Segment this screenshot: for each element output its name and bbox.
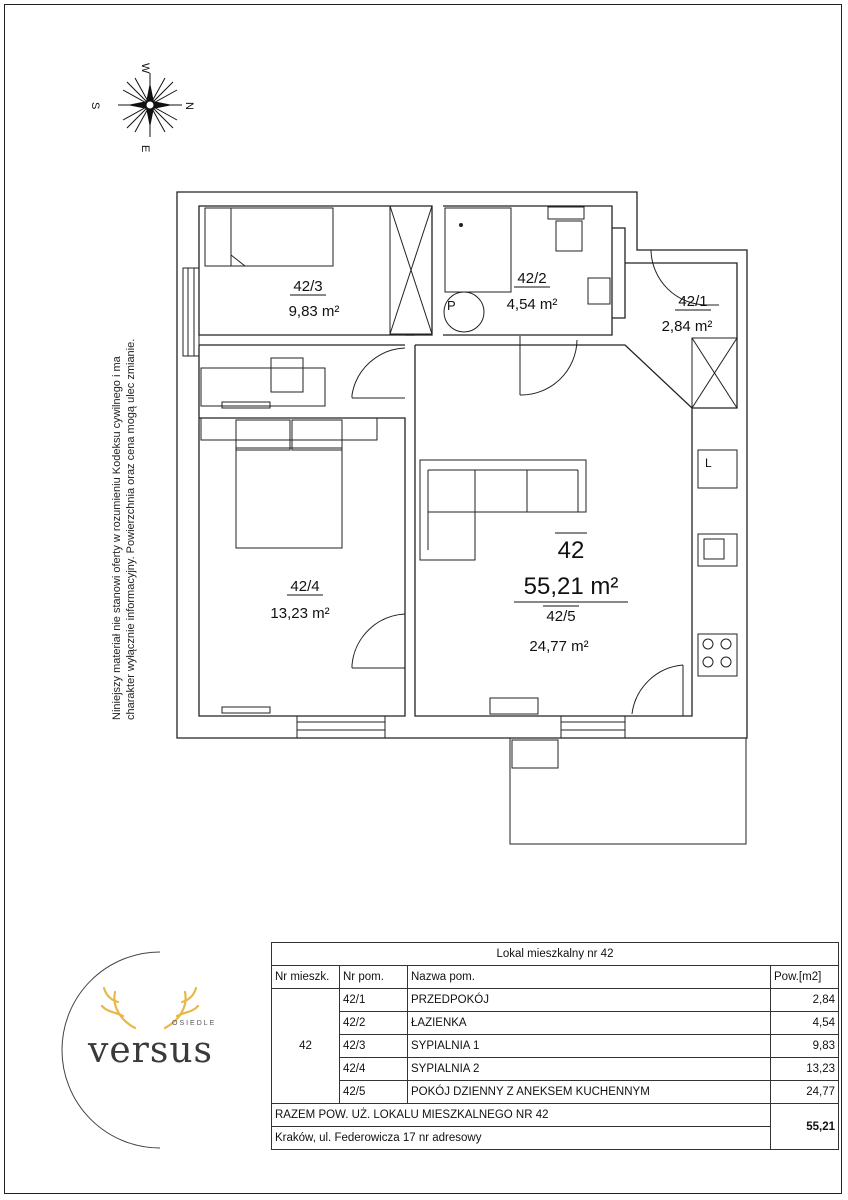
room-42-5-area: 24,77 m² — [529, 638, 589, 655]
compass-e: E — [139, 145, 151, 153]
apartment-number-cell: 42 — [272, 989, 340, 1104]
room-42-3-area: 9,83 m² — [288, 303, 340, 320]
room-area-cell: 13,23 — [771, 1058, 839, 1081]
bed-double — [201, 418, 405, 713]
room-name-cell: POKÓJ DZIENNY Z ANEKSEM KUCHENNYM — [408, 1081, 771, 1104]
fridge-letter: L — [705, 456, 712, 470]
room-nr-cell: 42/1 — [340, 989, 408, 1012]
compass-w: W — [139, 63, 151, 74]
washer-letter: P — [447, 298, 456, 313]
table-row — [272, 1035, 839, 1058]
logo-subtitle: OSIEDLE — [172, 1020, 217, 1027]
table-row — [272, 1012, 839, 1035]
room-area-cell: 9,83 — [771, 1035, 839, 1058]
compass-rose — [118, 73, 182, 137]
table-row — [272, 989, 839, 1012]
balcony — [510, 738, 746, 844]
room-42-3-id: 42/3 — [293, 278, 323, 295]
room-name-cell: PRZEDPOKÓJ — [408, 989, 771, 1012]
header-nr-mieszk: Nr mieszk. — [272, 966, 340, 989]
room-42-4-id: 42/4 — [290, 578, 320, 595]
room-42-1-area: 2,84 m² — [661, 318, 713, 335]
compass-s: S — [89, 102, 101, 110]
table-title: Lokal mieszkalny nr 42 — [272, 943, 839, 966]
room-name-cell: SYPIALNIA 1 — [408, 1035, 771, 1058]
logo-name: versus — [88, 1030, 213, 1071]
total-row — [272, 1104, 839, 1127]
room-nr-cell: 42/3 — [340, 1035, 408, 1058]
table-title-row — [272, 943, 839, 966]
room-area-cell: 4,54 — [771, 1012, 839, 1035]
table-row — [272, 1081, 839, 1104]
apartment-total-area: 55,21 m² — [523, 573, 619, 600]
header-nazwa-pom: Nazwa pom. — [408, 966, 771, 989]
address-row — [272, 1127, 839, 1150]
room-name-cell: ŁAZIENKA — [408, 1012, 771, 1035]
header-nr-pom: Nr pom. — [340, 966, 408, 989]
room-area-cell: 24,77 — [771, 1081, 839, 1104]
disclaimer-text: Niniejszy materiał nie stanowi oferty w rozumieniu Kodeksu cywilnego i ma charakter wyłącznie informacyjny. Powierzchnia oraz cena mogą ulec zmianie. — [111, 338, 137, 720]
room-name-cell: SYPIALNIA 2 — [408, 1058, 771, 1081]
table-row — [272, 1058, 839, 1081]
table-header-row — [272, 966, 839, 989]
total-label: RAZEM POW. UŻ. LOKALU MIESZKALNEGO NR 42 — [272, 1104, 771, 1127]
room-nr-cell: 42/5 — [340, 1081, 408, 1104]
room-42-5-id: 42/5 — [546, 608, 576, 625]
walls — [177, 192, 747, 738]
room-42-2-id: 42/2 — [517, 270, 547, 287]
room-area-cell: 2,84 — [771, 989, 839, 1012]
address: Kraków, ul. Federowicza 17 nr adresowy — [272, 1127, 771, 1150]
header-pow: Pow.[m2] — [771, 966, 839, 989]
rooms-table — [271, 942, 839, 1150]
room-42-1-id: 42/1 — [678, 293, 708, 310]
room-42-2-area: 4,54 m² — [506, 296, 558, 313]
room-nr-cell: 42/4 — [340, 1058, 408, 1081]
total-value: 55,21 — [771, 1104, 839, 1150]
room-42-4-area: 13,23 m² — [270, 605, 330, 622]
compass-n: N — [183, 102, 195, 110]
room-nr-cell: 42/2 — [340, 1012, 408, 1035]
apartment-number: 42 — [557, 537, 585, 564]
